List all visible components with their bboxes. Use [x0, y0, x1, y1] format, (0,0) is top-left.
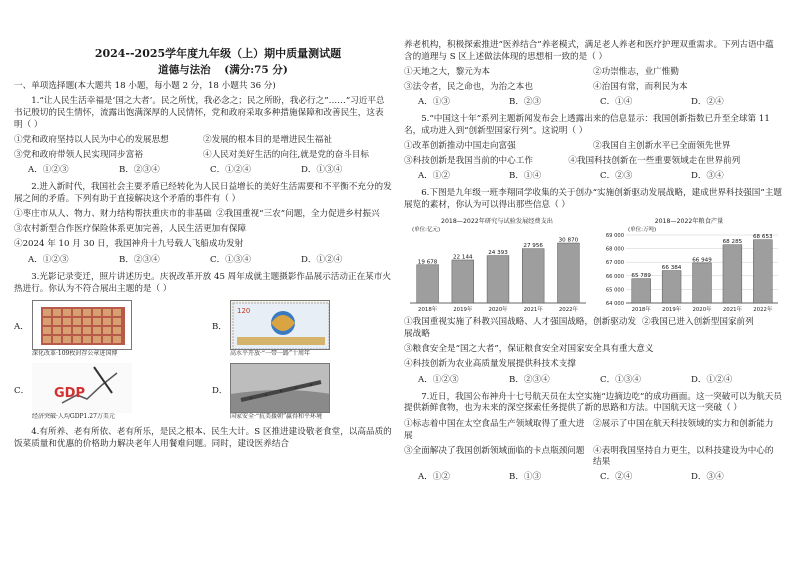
q3-images-row2	[14, 363, 392, 421]
q2-choice-d: D．①②④	[301, 254, 343, 265]
bar	[557, 243, 579, 303]
q7-option-1: ①标志着中国在太空食品生产领域取得了重大进展	[404, 418, 585, 441]
y-tick-label: 65 000	[605, 287, 624, 294]
bar	[522, 249, 544, 303]
chart-unit: (单位:亿元)	[412, 227, 441, 234]
x-tick-label: 2021年	[722, 307, 742, 314]
q7-choice-d: D．③④	[691, 472, 724, 483]
q1-choice-d: D．①③④	[301, 165, 343, 175]
q6-choices	[418, 375, 782, 387]
q6-choice-c: C．①③④	[600, 374, 641, 385]
bridge-photo	[230, 363, 330, 413]
q6-choice-a: A．①②③	[418, 374, 459, 385]
q3-item-c	[14, 363, 194, 421]
q4-options-row2	[404, 82, 782, 94]
q3-label-c: C．	[14, 385, 30, 396]
question-2-stem: 2.进入新时代，我国社会主要矛盾已经转化为人民日益增长的美好生活需要和不平衡不充分的发展之间的矛盾。下列有助于直接解决这个矛盾的事件有（ ）	[14, 181, 392, 204]
q2-choices	[28, 255, 392, 267]
x-tick-label: 2018年	[631, 307, 651, 314]
bar	[417, 265, 439, 303]
q5-option-3: ③科技创新是我国当前的中心工作	[404, 156, 533, 167]
q1-choice-c: C．①②④	[210, 165, 251, 175]
question-4-continued: 养老机构，积极探索推进“医养结合”养老模式，满足老人养老和医疗护理双重需求。下列古语中蕴含的道理与 S 区上述做法体现的思想相一致的是（ ）	[404, 40, 774, 62]
q7-choice-a: A．①②	[418, 472, 450, 483]
x-tick-label: 2020年	[692, 307, 712, 314]
bar	[693, 263, 712, 303]
y-tick-label: 68 000	[605, 246, 624, 253]
q7-option-2: ②展示了中国在航天科技领域的实力和创新能力	[593, 418, 774, 429]
q5-choices	[418, 171, 782, 183]
bar-value-label: 66 384	[661, 265, 682, 272]
q5-option-1: ①改革创新推动中国走向富强	[404, 141, 516, 152]
q1-option-3: ③党和政府带领人民实现同步富裕	[14, 150, 143, 161]
q4-option-2: ②功崇惟志，业广惟勤	[593, 67, 679, 78]
bar	[662, 271, 681, 303]
q4-option-3: ③法令者，民之命也，为治之本也	[404, 82, 533, 93]
subject-line	[44, 63, 392, 77]
question-6-stem: 6.下图是九年级一班李翔同学收集的关于创办“实施创新驱动发展战略，建成世界科技强国”主题展览的素材，你认为可以得出那些信息（ ）	[404, 187, 782, 210]
q4-choice-b: B．②③	[509, 97, 542, 108]
bar	[632, 279, 651, 303]
q6-option-3: ③粮食安全是“国之大者”，保证粮食安全对国家安全具有重大意义	[404, 343, 654, 354]
q7-options-row2	[404, 446, 782, 470]
section-heading: 一、单项选择题(本大题共 18 小题，每小题 2 分，18 小题共 36 分)	[14, 80, 276, 91]
q6-choice-b: B．②③④	[509, 374, 550, 385]
q1-choice-a: A．①②③	[28, 165, 69, 175]
bar-value-label: 24 393	[488, 250, 508, 257]
q7-choices	[418, 472, 782, 484]
bar-value-label: 27 956	[523, 243, 543, 250]
q7-option-3: ③全面解决了我国创新领域面临的卡点瓶颈问题	[404, 445, 585, 456]
x-tick-label: 2019年	[662, 307, 682, 314]
bar-value-label: 65 789	[631, 273, 651, 280]
q6-choice-d: D．①②④	[691, 374, 733, 385]
q2-choice-a: A．①②③	[28, 254, 69, 265]
q3-label-d: D．	[212, 385, 228, 396]
q7-options-row1	[404, 419, 782, 443]
chart-unit: (单位:万吨)	[628, 227, 657, 234]
q1-option-1: ①党和政府坚持以人民为中心的发展思想	[14, 135, 169, 146]
score-info: (满分:75 分)	[224, 64, 288, 77]
bar-value-label: 68 653	[753, 234, 773, 241]
bar-value-label: 22 144	[453, 254, 473, 261]
q2-choice-c: C．①③④	[210, 254, 251, 265]
q1-options-row2	[14, 150, 392, 162]
q4-choice-c: C．①④	[600, 97, 633, 108]
question-5-stem: 5.“中国这十年”系列主题新闻发布会上透露出来的信息显示：我国创新指数已升至全球第 11 名，成功进入到“创新型国家行列”。这说明（ ）	[404, 113, 770, 136]
subject-name: 道德与法治	[158, 64, 211, 77]
q2-option-2: ②我国重视“三农”问题，全力促进乡村振兴	[216, 209, 380, 220]
y-tick-label: 66 000	[605, 273, 624, 280]
q2-options-row1	[14, 209, 392, 221]
q4-option-4: ④治国有常，而利民为本	[593, 82, 688, 93]
question-3-stem: 3.光影记录变迁，照片讲述历史。庆祝改革开放 45 周年成就主题摄影作品展示活动正在某市火热进行。你认为不符合展出主题的是（ ）	[14, 271, 391, 294]
q4-choices	[418, 97, 782, 109]
bar	[452, 260, 474, 303]
q5-option-4: ④我国科技创新在一些重要领域走在世界前列	[568, 156, 741, 167]
q5-options-row1	[404, 141, 782, 153]
q4-options-row1	[404, 67, 782, 79]
q4-choice-a: A．①③	[418, 97, 450, 108]
seals-photo	[32, 300, 132, 350]
q3-images-row1	[14, 300, 392, 358]
rd-spending-chart	[404, 215, 590, 313]
q2-option-4: ④2024 年 10 月 30 日，我国神舟十九号载人飞船成功发射	[14, 239, 244, 250]
question-7-stem: 7.近日，我国公布神舟十七号航天员在太空实施“边摘边吃”的成功画面。这一突破可以为航天员提供新鲜食物，也为未来的深空探索任务提供了新的思路和方法。中国航天这一突破（ ）	[404, 391, 782, 414]
q1-choice-b: B．②③④	[119, 165, 160, 175]
q3-caption-b: 高水平开放·“一带一路”十周年	[230, 349, 311, 357]
q2-choice-b: B．②③④	[119, 254, 160, 265]
stamp-image	[230, 300, 330, 350]
x-tick-label: 2021年	[523, 307, 543, 314]
bar	[487, 256, 509, 303]
q5-options-row2	[404, 156, 782, 168]
bar-value-label: 19 678	[417, 259, 438, 266]
bar-value-label: 68 285	[722, 239, 743, 246]
question-4-stem: 4.有所养、老有所依、老有所乐，是民之根本、民生大计。S 区推进建设敬老食堂，以高品质的饭菜质量和优惠的价格助力解决老年人用餐难问题。同时，建设医养结合	[14, 426, 392, 449]
q5-choice-c: C．②③	[600, 170, 633, 181]
grain-output-svg	[596, 215, 782, 313]
bar-value-label: 30 870	[558, 237, 579, 244]
q3-label-a: A．	[14, 322, 29, 333]
bar	[753, 240, 772, 303]
chart-title: 2018—2022年研究与试验发展经费支出	[441, 218, 553, 226]
q2-option-1: ①枣庄市从人、物力、财力结构帮扶重庆市的非基础	[14, 209, 212, 220]
rd-spending-svg	[404, 215, 590, 313]
q7-choice-c: C．②④	[600, 472, 633, 483]
q3-caption-c: 经济突破·人均GDP1.27万美元	[32, 413, 115, 421]
q5-choice-a: A．①②	[418, 170, 450, 181]
q3-label-b: B．	[212, 322, 227, 333]
q1-option-4: ④人民对美好生活的向往,就是党的奋斗目标	[203, 150, 370, 161]
q3-caption-d: 国家安全·“抗美援朝”赢得和平环境	[230, 413, 323, 421]
x-tick-label: 2022年	[753, 307, 773, 314]
q1-options-row1	[14, 135, 392, 147]
bar-value-label: 66 949	[692, 257, 712, 264]
gdp-image	[32, 363, 132, 413]
q6-charts	[404, 215, 782, 313]
y-tick-label: 67 000	[605, 260, 624, 267]
x-tick-label: 2019年	[453, 307, 473, 314]
q2-option-3: ③农村新型合作医疗保险体系更加完善，人民生活更加有保障	[14, 224, 247, 235]
q3-item-d	[212, 363, 392, 421]
grain-output-chart	[596, 215, 782, 313]
q6-option-4: ④科技创新为农业高质量发展提供科技术支撑	[404, 359, 576, 370]
q3-item-a	[14, 300, 194, 358]
q4-option-1: ①天地之大，黎元为本	[404, 67, 490, 78]
bar	[723, 245, 742, 303]
q7-choice-b: B．①③	[509, 472, 542, 483]
q3-caption-a: 深化改革·109枚封存公章进国博	[32, 349, 118, 357]
stamp-value: 120	[237, 306, 251, 315]
q5-choice-d: D．③④	[691, 170, 724, 181]
q5-option-2: ②我国自主创新水平已全面领先世界	[593, 141, 731, 152]
q3-item-b	[212, 300, 392, 358]
right-column	[404, 40, 782, 484]
y-tick-label: 69 000	[605, 233, 624, 240]
x-tick-label: 2020年	[488, 307, 508, 314]
q7-option-4: ④表明我国坚持自力更生，以科技建设为中心的结果	[593, 445, 774, 468]
left-column	[14, 46, 392, 454]
page-title: 2024--2025学年度九年级（上）期中质量测试题	[94, 47, 342, 60]
q1-option-2: ②发展的根本目的是增进民生福祉	[203, 135, 332, 146]
chart-title: 2018—2022年粮食产量	[654, 218, 724, 226]
q6-option-1: ①我国重视实施了科教兴国战略、人才强国战略，创新驱动发展战略	[404, 317, 637, 339]
x-tick-label: 2022年	[558, 307, 578, 314]
y-tick-label: 64 000	[605, 301, 624, 308]
q1-choices	[28, 165, 392, 177]
q6-option-2: ②我国已进入创新型国家前列	[642, 317, 754, 328]
gdp-label: GDP	[54, 386, 85, 402]
q4-choice-d: D．②④	[691, 97, 724, 108]
q6-options-row1	[404, 317, 782, 341]
question-1-stem: 1.“让人民生活幸福是‘国之大者’。民之所忧，我必念之；民之所盼，我必行之”……”习近平总书记殷切的民生情怀，流露出饱满深厚的人民情怀，党和政府采取多种措施保障和改善民生，这表明（ ）	[14, 96, 385, 130]
q5-choice-b: B．①④	[509, 170, 542, 181]
x-tick-label: 2018年	[418, 307, 438, 314]
